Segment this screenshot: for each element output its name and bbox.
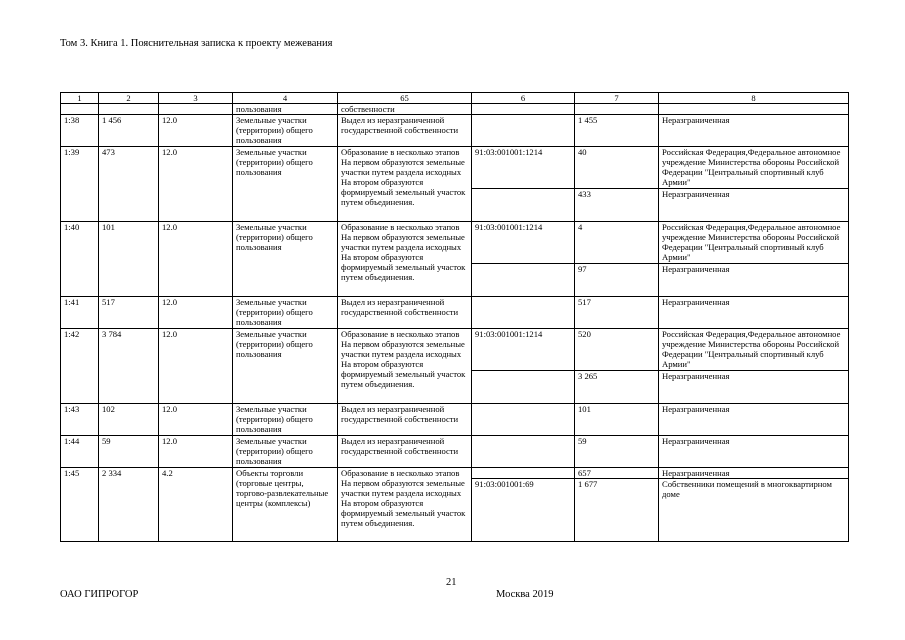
column-header: 6 [472,93,575,104]
table-row [61,468,849,479]
cell-zone: 12.0 [159,147,233,222]
cell-method: Выдел из неразграниченной государственной собственности [338,115,472,147]
cell-sub-area: 517 [575,297,659,329]
cell-use: Земельные участки (территории) общего пользования [233,329,338,404]
cell-cadastral [472,468,575,479]
table-row [61,297,849,329]
cell-use: Земельные участки (территории) общего пользования [233,436,338,468]
cell-use: Объекты торговли (торговые центры, торгово-развлекательные центры (комплексы) [233,468,338,542]
cell-cadastral: 91:03:001001:1214 [472,222,575,264]
column-number-row [61,93,849,104]
cell-method: Образование в несколько этапов На первом образуются земельные участки путем раздела исходных На втором образуются формируемый земельный участок путем объединения. [338,329,472,404]
cell-use: Земельные участки (территории) общего пользования [233,147,338,222]
cell-cadastral [472,297,575,329]
cell-use: Земельные участки (территории) общего пользования [233,404,338,436]
cell-area: 101 [99,222,159,297]
cell-owner: Российская Федерация,Федеральное автономное учреждение Министерства обороны Российской Федерации "Центральный спортивный клуб Армии" [659,329,849,371]
cell-zone: 12.0 [159,222,233,297]
cell-zone: 12.0 [159,404,233,436]
cell-owner: Неразграниченная [659,297,849,329]
cell-sub-area: 4 [575,222,659,264]
cell-area: 1 456 [99,115,159,147]
table-row [61,329,849,371]
cell-sub-area: 1 677 [575,479,659,542]
cell-cadastral [472,404,575,436]
cell-use: пользования [233,104,338,115]
column-header: 8 [659,93,849,104]
cell-area: 2 334 [99,468,159,542]
cell-cadastral: 91:03:001001:1214 [472,147,575,189]
column-header: 7 [575,93,659,104]
table-row [61,436,849,468]
cell-owner: Российская Федерация,Федеральное автономное учреждение Министерства обороны Российской Федерации "Центральный спортивный клуб Армии" [659,222,849,264]
table-row [61,147,849,189]
cell-owner: Российская Федерация,Федеральное автономное учреждение Министерства обороны Российской Федерации "Центральный спортивный клуб Армии" [659,147,849,189]
table-body [61,104,849,542]
cell-owner: Неразграниченная [659,115,849,147]
cell-cadastral: 91:03:001001:69 [472,479,575,542]
cell-sub-area: 1 455 [575,115,659,147]
cell-sub-area: 59 [575,436,659,468]
cell-cadastral [472,264,575,297]
cell-area: 102 [99,404,159,436]
cell-method: Выдел из неразграниченной государственной собственности [338,404,472,436]
cell-sub-area: 40 [575,147,659,189]
cell-cadastral: 91:03:001001:1214 [472,329,575,371]
column-header: 1 [61,93,99,104]
cell-zone: 12.0 [159,297,233,329]
cell-use: Земельные участки (территории) общего пользования [233,297,338,329]
cell-method: Образование в несколько этапов На первом образуются земельные участки путем раздела исходных На втором образуются формируемый земельный участок путем объединения. [338,222,472,297]
city-year: Москва 2019 [496,589,554,600]
cell-owner: Неразграниченная [659,371,849,404]
cell-owner: Неразграниченная [659,189,849,222]
cell-owner: Неразграниченная [659,468,849,479]
cell-cadastral [472,436,575,468]
cell-zone: 12.0 [159,436,233,468]
cell-sub-area: 97 [575,264,659,297]
cell-area: 517 [99,297,159,329]
cell-zone: 12.0 [159,115,233,147]
cell-zone: 12.0 [159,329,233,404]
cell-id: 1:39 [61,147,99,222]
cell-method: собственности [338,104,472,115]
cell-owner: Неразграниченная [659,404,849,436]
page-number: 21 [446,577,457,588]
cell-area: 473 [99,147,159,222]
cell-method: Образование в несколько этапов На первом образуются земельные участки путем раздела исходных На втором образуются формируемый земельный участок путем объединения. [338,468,472,542]
column-header: 4 [233,93,338,104]
column-header: 65 [338,93,472,104]
cell-owner: Неразграниченная [659,436,849,468]
column-header: 3 [159,93,233,104]
cell-id: 1:43 [61,404,99,436]
cell-id: 1:40 [61,222,99,297]
cell-cadastral [472,115,575,147]
organization-name: ОАО ГИПРОГОР [60,589,139,600]
cell-owner: Собственники помещений в многоквартирном доме [659,479,849,542]
cell-method: Выдел из неразграниченной государственной собственности [338,297,472,329]
land-plots-table [60,92,849,542]
column-header: 2 [99,93,159,104]
cell-cadastral [472,371,575,404]
continuation-row [61,104,849,115]
cell-id: 1:38 [61,115,99,147]
table-row [61,222,849,264]
land-plots-table-wrapper [60,92,849,542]
cell-id: 1:42 [61,329,99,404]
cell-area: 59 [99,436,159,468]
cell-method: Образование в несколько этапов На первом образуются земельные участки путем раздела исходных На втором образуются формируемый земельный участок путем объединения. [338,147,472,222]
cell-id: 1:44 [61,436,99,468]
table-row [61,404,849,436]
cell-id: 1:45 [61,468,99,542]
document-header: Том 3. Книга 1. Пояснительная записка к проекту межевания [60,38,333,49]
cell-cadastral [472,189,575,222]
cell-method: Выдел из неразграниченной государственной собственности [338,436,472,468]
table-row [61,115,849,147]
cell-owner: Неразграниченная [659,264,849,297]
cell-sub-area: 657 [575,468,659,479]
cell-id: 1:41 [61,297,99,329]
cell-sub-area: 3 265 [575,371,659,404]
cell-sub-area: 433 [575,189,659,222]
cell-sub-area: 101 [575,404,659,436]
cell-use: Земельные участки (территории) общего пользования [233,222,338,297]
cell-sub-area: 520 [575,329,659,371]
cell-zone: 4.2 [159,468,233,542]
cell-area: 3 784 [99,329,159,404]
cell-use: Земельные участки (территории) общего пользования [233,115,338,147]
